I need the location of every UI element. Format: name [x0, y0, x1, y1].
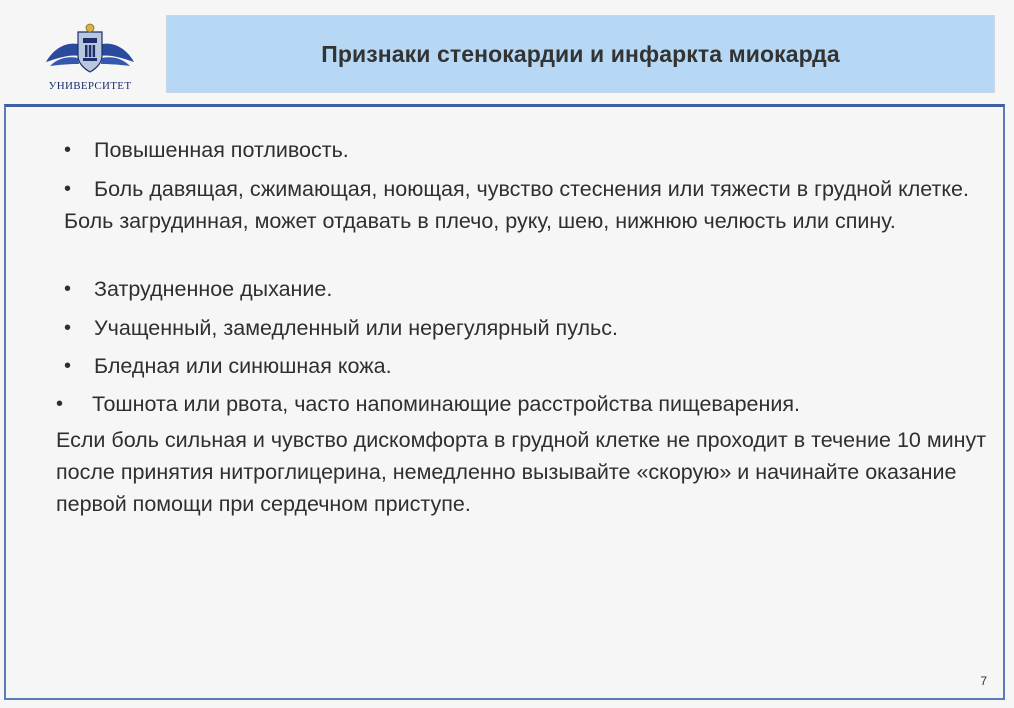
- content-frame: [4, 104, 1005, 700]
- list-item-nausea: Тошнота или рвота, часто напоминающие расстройства пищеварения.: [92, 392, 800, 416]
- title-bar: [166, 15, 995, 93]
- bullet-marker: •: [64, 355, 72, 377]
- page-number: 7: [980, 674, 987, 688]
- bullet-marker: •: [64, 278, 72, 300]
- list-item-sweating: Повышенная потливость.: [94, 138, 349, 162]
- list-item-skin: Бледная или синюшная кожа.: [94, 354, 392, 378]
- list-item-breathing: Затрудненное дыхание.: [94, 277, 333, 301]
- slide-title: Признаки стенокардии и инфаркта миокарда: [321, 40, 840, 67]
- list-item-pain: Боль давящая, сжимающая, ноющая, чувство стеснения или тяжести в грудной клетке. Боль загрудинная, может отдавать в плечо, руку, шею, нижнюю челюсть или спину.: [64, 177, 969, 233]
- logo-caption: УНИВЕРСИТЕТ: [48, 80, 132, 92]
- bullet-marker: •: [64, 317, 72, 339]
- list-item-pulse: Учащенный, замедленный или нерегулярный пульс.: [94, 316, 618, 340]
- bullet-marker: •: [56, 393, 64, 415]
- first-aid-paragraph: Если боль сильная и чувство дискомфорта в грудной клетке не проходит в течение 10 минут после принятия нитроглицерина, немедленно вызывайте «скорую» и начинайте оказание первой помощи при сердечном приступе.: [56, 428, 987, 516]
- university-logo: [40, 22, 140, 94]
- winged-crest-icon: [40, 22, 140, 80]
- bullet-marker: •: [64, 178, 72, 200]
- bullet-marker: •: [64, 139, 72, 161]
